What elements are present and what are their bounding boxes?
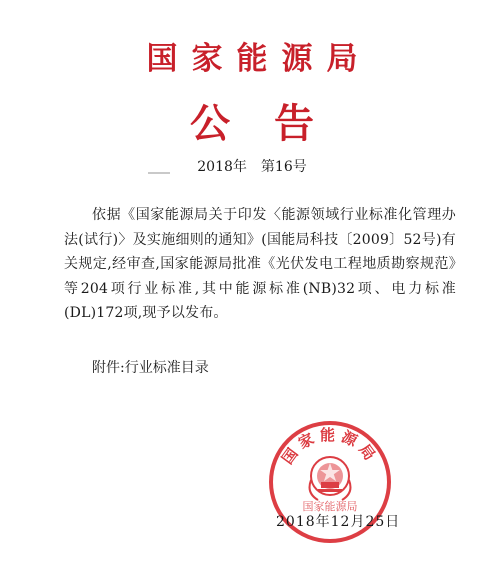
emblem-icon [310,457,351,500]
issuer-title: 国家能源局 [146,41,372,77]
attachment-line: 附件:行业标准目录 [92,360,209,376]
document-number [0,160,504,174]
document-sequence: 第16号 [260,159,307,175]
seal-arc-text [278,426,382,468]
announcement-body [64,203,456,326]
scan-artifact [148,172,170,174]
body-paragraph: 依据《国家能源局关于印发〈能源领域行业标准化管理办法(试行)〉及实施细则的通知》(国能局科技〔2009〕52号)有关规定,经审查,国家能源局批准《光伏发电工程地质勘察规范》等204项行业标准,其中能源标准(NB)32项、电力标准(DL)172项,现予以发布。 [64,207,456,321]
seal-bottom-text: 国家能源局 [302,500,358,513]
announcement-title: 公告 [190,100,358,147]
document-year: 2018年 [197,159,247,175]
signature-date: 2018年12月25日 [276,514,401,530]
seal-arc-path-text: 国家能源局 [278,425,382,468]
